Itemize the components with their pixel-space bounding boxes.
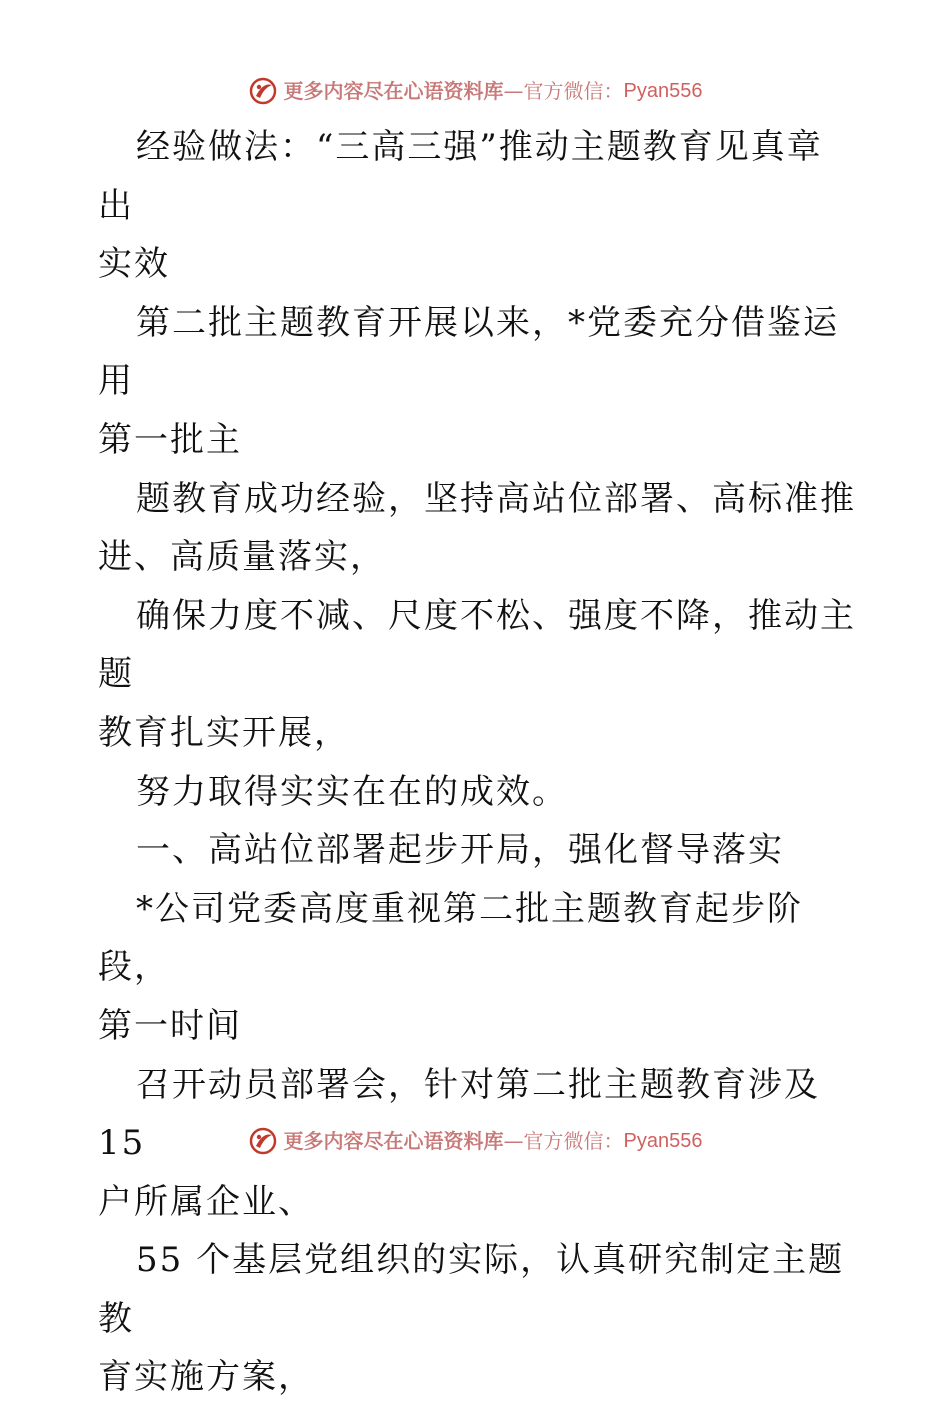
body-line: 第二批主题教育开展以来，*党委充分借鉴运用 xyxy=(98,302,839,402)
watermark-dash: — xyxy=(503,1129,524,1153)
watermark-logo-icon xyxy=(248,1126,278,1156)
body-line: 第一时间 xyxy=(98,1005,242,1046)
body-line: 召开动员部署会，针对第二批主题教育涉及 15 xyxy=(98,1064,820,1164)
watermark-wechat-id: Pyan556 xyxy=(623,1130,703,1152)
watermark-wechat-label: 官方微信： xyxy=(523,1129,624,1153)
document-body xyxy=(98,118,858,1407)
watermark-lead-text: 更多内容尽在心语资料库 xyxy=(283,1129,504,1153)
body-line: 确保力度不减、尺度不松、强度不降，推动主题 xyxy=(98,595,856,695)
header-watermark xyxy=(0,76,950,106)
body-line: *公司党委高度重视第二批主题教育起步阶段， xyxy=(98,888,803,988)
watermark-wechat-label: 官方微信： xyxy=(523,79,624,103)
watermark-dash: — xyxy=(503,79,524,103)
body-line: 实效 xyxy=(98,244,170,285)
footer-watermark xyxy=(0,1126,950,1156)
body-line: 育实施方案， xyxy=(98,1357,314,1398)
body-line: 户所属企业、 xyxy=(98,1181,314,1222)
body-line: 第一批主 xyxy=(98,419,242,460)
watermark-lead-text: 更多内容尽在心语资料库 xyxy=(283,79,504,103)
body-line: 努力取得实实在在的成效。 xyxy=(136,771,568,812)
watermark-wechat-id: Pyan556 xyxy=(623,80,703,102)
section-heading: 一、高站位部署起步开局，强化督导落实 xyxy=(136,830,784,871)
body-line: 进、高质量落实， xyxy=(98,537,386,578)
body-line: 55 个基层党组织的实际，认真研究制定主题教 xyxy=(98,1240,845,1339)
body-line: 教育扎实开展， xyxy=(98,712,350,753)
body-line: 经验做法：“三高三强”推动主题教育见真章出 xyxy=(98,127,823,226)
body-line: 题教育成功经验，坚持高站位部署、高标准推 xyxy=(136,478,856,519)
watermark-logo-icon xyxy=(248,76,278,106)
